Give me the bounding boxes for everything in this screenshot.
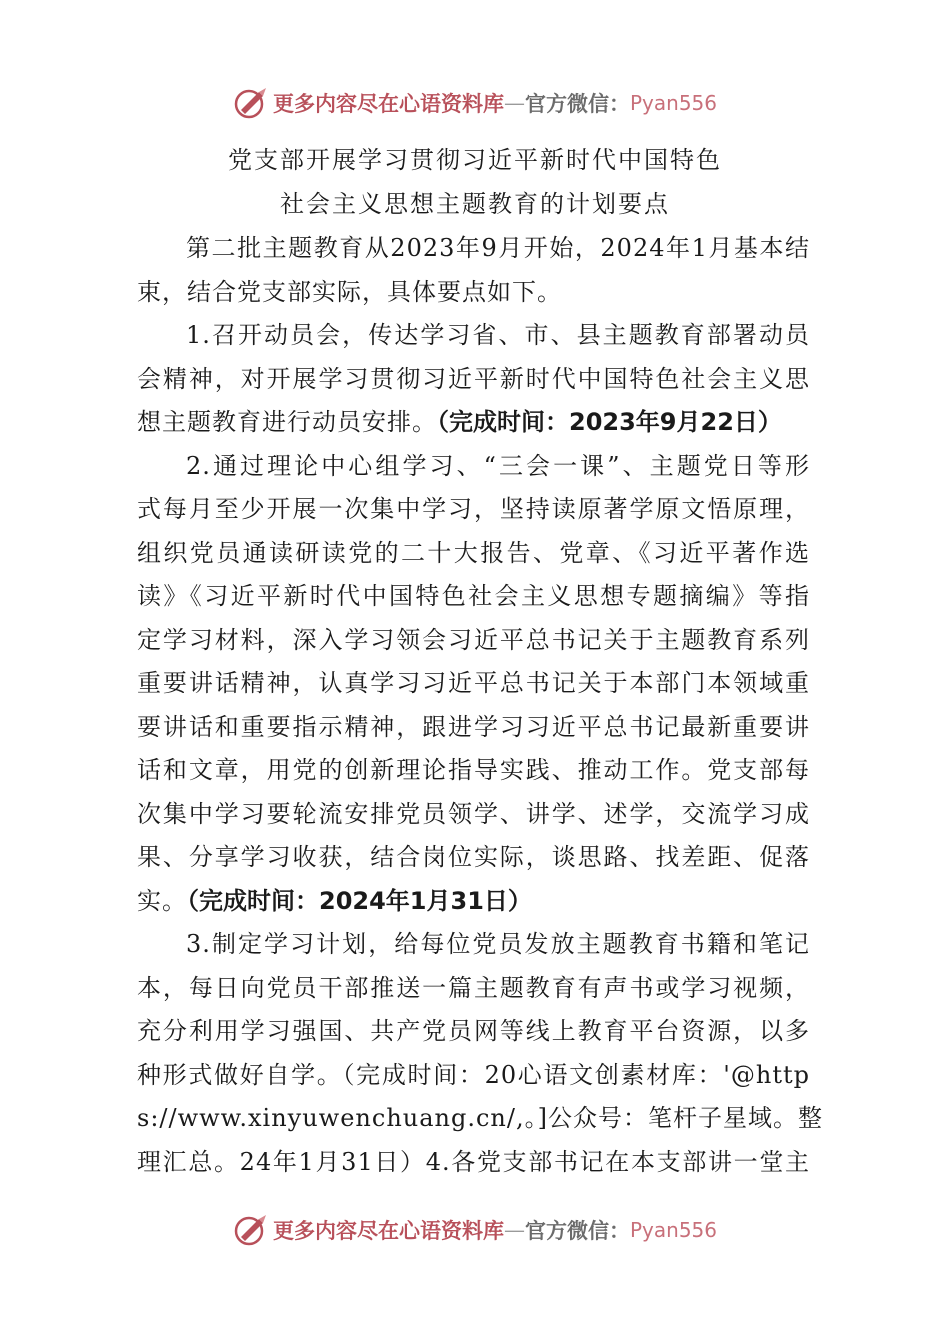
body-line: 束，结合党支部实际，具体要点如下。 — [137, 278, 562, 306]
body-line: 要讲话和重要指示精神，跟进学习习近平总书记最新重要讲 — [137, 713, 810, 741]
body-text: 实。 — [137, 887, 187, 915]
body-line: 次集中学习要轮流安排党员领学、讲学、述学，交流学习成 — [137, 800, 810, 828]
body-line: 3.制定学习计划，给每位党员发放主题教育书籍和笔记 — [186, 930, 810, 958]
body-text: 想主题教育进行动员安排。 — [137, 408, 437, 436]
body-line: 读》《习近平新时代中国特色社会主义思想专题摘编》等指 — [137, 582, 810, 610]
body-line — [137, 407, 810, 437]
body-line: 本，每日向党员干部推送一篇主题教育有声书或学习视频， — [137, 974, 810, 1002]
watermark-separator: — — [503, 1218, 525, 1242]
body-line: 理汇总。24年1月31日）4.各党支部书记在本支部讲一堂主 — [137, 1148, 810, 1176]
completion-time: （完成时间：2024年1月31日） — [187, 887, 532, 915]
watermark-label: 官方微信： — [524, 1218, 630, 1243]
body-line: s://www.xinyuwenchuang.cn/,。]公众号：笔杆子星域。整 — [137, 1104, 823, 1132]
watermark-brand: 更多内容尽在心语资料库 — [272, 91, 504, 116]
body-line: 2.通过理论中心组学习、“三会一课”、主题党日等形 — [186, 452, 810, 480]
body-line — [137, 886, 810, 916]
body-line: 果、分享学习收获，结合岗位实际，谈思路、找差距、促落 — [137, 843, 810, 871]
pen-nib-icon — [233, 86, 269, 120]
body-line: 定学习材料，深入学习领会习近平总书记关于主题教育系列 — [137, 626, 810, 654]
pen-nib-icon — [233, 1213, 269, 1247]
body-line: 话和文章，用党的创新理论指导实践、推动工作。党支部每 — [137, 756, 810, 784]
body-line: 组织党员通读研读党的二十大报告、党章、《习近平著作选 — [137, 539, 810, 567]
watermark-wechat-id: Pyan556 — [629, 91, 717, 115]
body-line: 充分利用学习强国、共产党员网等线上教育平台资源，以多 — [137, 1017, 810, 1045]
body-line: 会精神，对开展学习贯彻习近平新时代中国特色社会主义思 — [137, 365, 810, 393]
completion-time: （完成时间：2023年9月22日） — [437, 408, 782, 436]
watermark-bottom — [0, 1213, 950, 1247]
watermark-brand: 更多内容尽在心语资料库 — [272, 1218, 504, 1243]
watermark-wechat-id: Pyan556 — [629, 1218, 717, 1242]
document-title-line-2: 社会主义思想主题教育的计划要点 — [280, 190, 670, 218]
watermark-top — [0, 86, 950, 120]
body-line: 1.召开动员会，传达学习省、市、县主题教育部署动员 — [186, 321, 810, 349]
body-line: 重要讲话精神，认真学习习近平总书记关于本部门本领域重 — [137, 669, 810, 697]
body-line: 第二批主题教育从2023年9月开始，2024年1月基本结 — [186, 234, 810, 262]
body-line: 式每月至少开展一次集中学习，坚持读原著学原文悟原理， — [137, 495, 810, 523]
body-line: 种形式做好自学。（完成时间：20心语文创素材库：'@http — [137, 1061, 810, 1089]
watermark-separator: — — [503, 91, 525, 115]
watermark-label: 官方微信： — [524, 91, 630, 116]
document-title-line-1: 党支部开展学习贯彻习近平新时代中国特色 — [228, 146, 722, 174]
